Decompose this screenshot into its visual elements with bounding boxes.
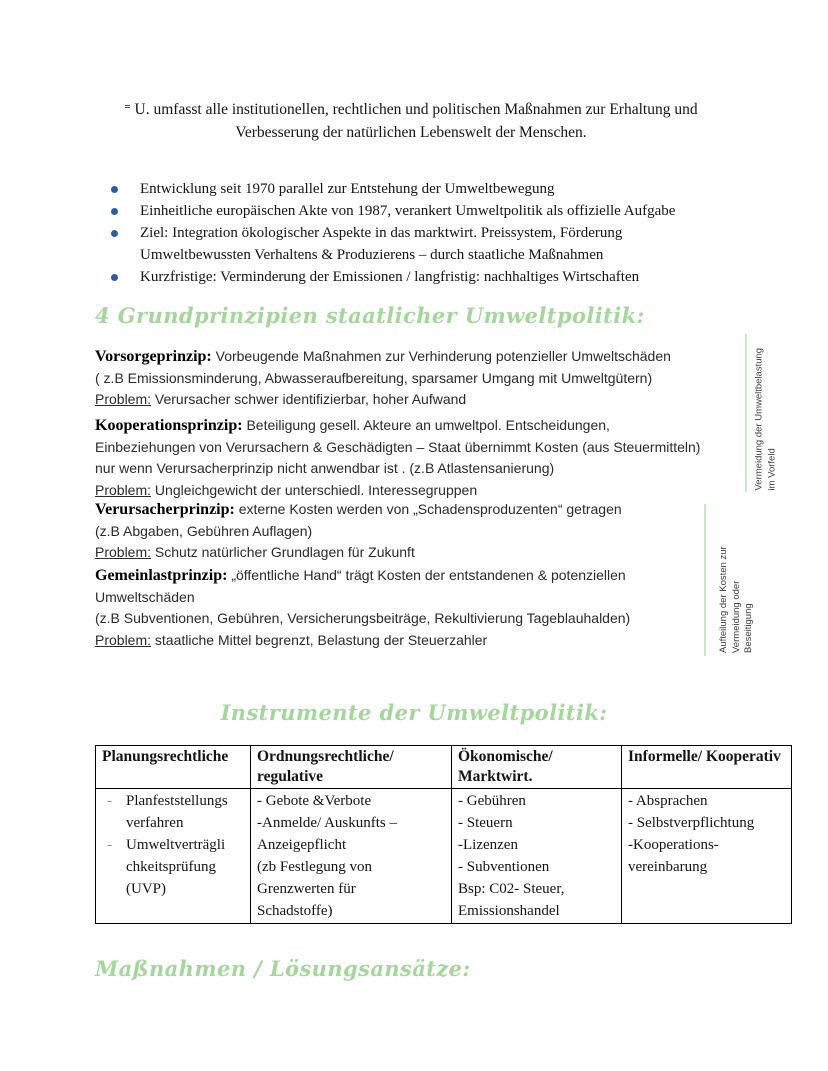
principle-text: „öffentliche Hand“ trägt Kosten der entstandenen & potenziellen: [231, 567, 626, 583]
definition-line-1: U. umfasst alle institutionellen, rechtlichen und politischen Maßnahmen zur Erhaltung und: [134, 101, 698, 118]
problem-text: Ungleichgewicht der unterschiedl. Interessegruppen: [154, 481, 478, 498]
cell-informelle: - Absprachen - Selbstverpflichtung -Kooperations- vereinbarung: [622, 789, 792, 924]
principle-text: Beteiligung gesell. Akteure an umweltpol. Entscheidungen,: [246, 417, 610, 433]
problem-label: Problem:: [95, 544, 152, 560]
principle-text: Umweltschäden: [95, 588, 195, 605]
principle-verursacherprinzip: [95, 499, 753, 564]
principle-text: Vorbeugende Maßnahmen zur Verhinderung potenzieller Umweltschäden: [215, 348, 671, 364]
problem-text: Verursacher schwer identifizierbar, hoher Aufwand: [154, 391, 467, 407]
green-rule-vermeidung: [745, 334, 747, 492]
problem-label: Problem:: [95, 631, 152, 648]
principle-gemeinlastprinzip: [95, 565, 753, 651]
cell-lines: Planfeststellungs verfahren: [126, 793, 228, 831]
header-ordnungsrechtliche: Ordnungsrechtliche/ regulative: [251, 746, 452, 789]
bullet-item: Entwicklung seit 1970 parallel zur Entstehung der Umweltbewegung: [105, 178, 735, 200]
side-note-vermeidung: Vermeidung der Umweltbelastung im Vorfeld: [753, 347, 777, 491]
problem-text: Schutz natürlicher Grundlagen für Zukunft: [154, 544, 415, 560]
principle-text: externe Kosten werden von „Schadensproduzenten“ getragen: [238, 501, 622, 517]
principle-term: Kooperationsprinzip:: [95, 417, 243, 434]
green-rule-aufteilung: [704, 504, 706, 656]
heading-grundprinzipien: 4 Grundprinzipien staatlicher Umweltpolitik:: [95, 303, 645, 328]
dash-marker: -: [107, 837, 112, 853]
dash-marker: -: [107, 793, 112, 809]
problem-text: staatliche Mittel begrenzt, Belastung der Steuerzahler: [154, 631, 488, 648]
list-item: [102, 790, 245, 834]
principle-term: Verursacherprinzip:: [95, 501, 235, 518]
equals-sign: =: [124, 101, 131, 113]
principle-text: nur wenn Verursacherprinzip nicht anwendbar ist . (z.B Atlastensanierung): [95, 460, 555, 476]
list-item: [102, 834, 245, 900]
principle-text: (z.B Abgaben, Gebühren Auflagen): [95, 522, 313, 539]
principle-vorsorgeprinzip: [95, 346, 753, 411]
cell-oekonomische: - Gebühren - Steuern -Lizenzen - Subventionen Bsp: C02- Steuer, Emissionshandel: [452, 789, 622, 924]
definition-line-2: Verbesserung der natürlichen Lebenswelt der Menschen.: [235, 124, 587, 141]
header-planungsrechtliche: Planungsrechtliche: [96, 746, 251, 789]
principle-term: Vorsorgeprinzip:: [95, 348, 212, 365]
definition-paragraph: [95, 96, 727, 144]
principle-kooperationsprinzip: [95, 415, 753, 501]
principle-term: Gemeinlastprinzip:: [95, 567, 228, 584]
table-body-row: [96, 789, 792, 924]
principle-text: ( z.B Emissionsminderung, Abwasseraufbereitung, sparsamer Umgang mit Umweltgütern): [95, 369, 653, 386]
bullet-list: [105, 178, 735, 288]
problem-label: Problem:: [95, 391, 152, 407]
cell-ordnungsrechtliche: - Gebote &Verbote -Anmelde/ Auskunfts – Anzeigepflicht (zb Festlegung von Grenzwerten für Schadstoffe): [251, 789, 452, 924]
heading-massnahmen: Maßnahmen / Lösungsansätze:: [95, 956, 471, 981]
header-oekonomische: Ökonomische/ Marktwirt.: [452, 746, 622, 789]
bullet-item: Ziel: Integration ökologischer Aspekte in das marktwirt. Preissystem, Förderung Umweltbewussten Verhaltens & Produzierens – durch staatliche Maßnahmen: [105, 222, 735, 266]
table-header-row: [96, 746, 792, 789]
instruments-table: [95, 745, 792, 924]
heading-instrumente: Instrumente der Umweltpolitik:: [220, 700, 608, 725]
side-note-aufteilung: Aufteilung der Kosten zur Vermeidung oder Beseitigung: [718, 546, 754, 653]
cell-planungsrechtliche: [96, 789, 251, 924]
cell-lines: Umweltverträgli chkeitsprüfung (UVP): [126, 837, 226, 897]
bullet-item: Einheitliche europäischen Akte von 1987, verankert Umweltpolitik als offizielle Aufgabe: [105, 200, 735, 222]
problem-label: Problem:: [95, 481, 152, 498]
bullet-item: Kurzfristige: Verminderung der Emissionen / langfristig: nachhaltiges Wirtschaften: [105, 266, 735, 288]
principle-text: Einbeziehungen von Verursachern & Geschädigten – Staat übernimmt Kosten (aus Steuermitteln): [95, 438, 701, 455]
principle-text: (z.B Subventionen, Gebühren, Versicherungsbeiträge, Rekultivierung Tageblauhalden): [95, 610, 631, 626]
header-informelle: Informelle/ Kooperativ: [622, 746, 792, 789]
